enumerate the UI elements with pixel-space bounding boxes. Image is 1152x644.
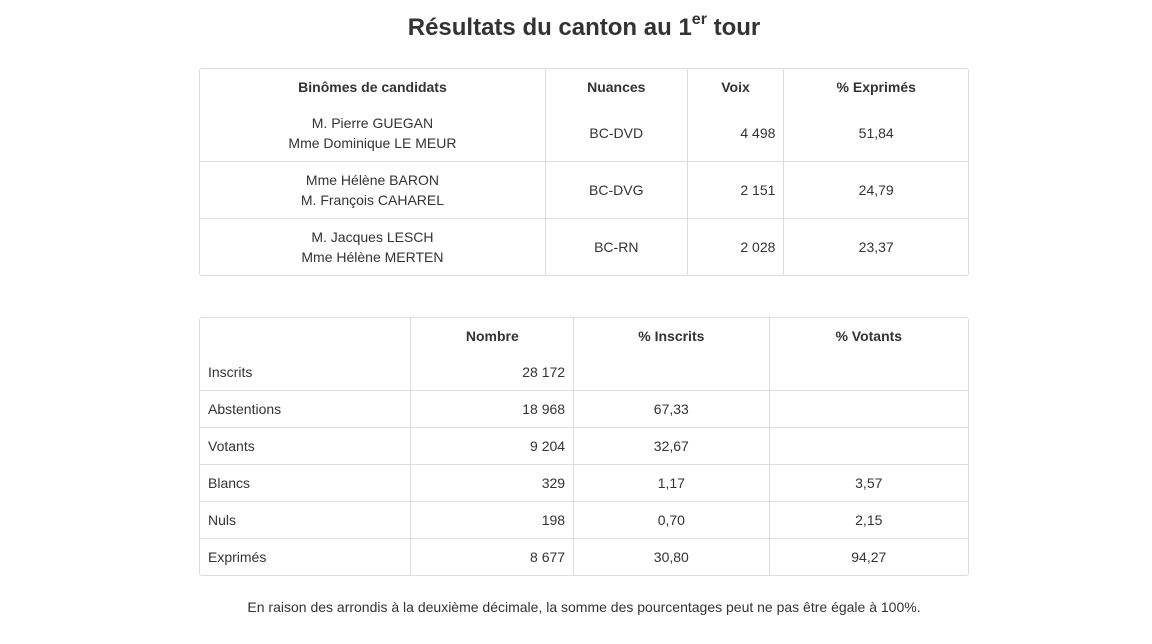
candidate-pair — [200, 105, 546, 162]
stats-label: Votants — [200, 428, 411, 465]
candidate-name: Mme Hélène MERTEN — [301, 249, 444, 265]
stats-row — [200, 391, 968, 428]
candidate-name: Mme Hélène BARON — [305, 172, 439, 188]
stats-row — [200, 428, 968, 465]
stats-label: Inscrits — [200, 354, 411, 391]
candidate-pct: 23,37 — [858, 239, 894, 255]
stats-pct-votants — [770, 428, 968, 465]
header-pct-inscrits: % Inscrits — [574, 318, 769, 354]
candidate-voix: 2 028 — [688, 219, 785, 275]
stats-pct-votants: 2,15 — [770, 502, 968, 539]
candidate-nuance: BC-DVD — [546, 105, 688, 162]
candidate-nuance: BC-DVG — [546, 162, 688, 219]
stats-nombre: 9 204 — [411, 428, 574, 465]
candidate-row — [200, 219, 968, 275]
header-voix: Voix — [688, 69, 785, 105]
stats-row — [200, 539, 968, 575]
candidate-pair — [200, 162, 546, 219]
stats-label: Abstentions — [200, 391, 411, 428]
candidate-name: Mme Dominique LE MEUR — [288, 135, 457, 151]
header-empty — [200, 318, 411, 354]
stats-pct-inscrits: 32,67 — [574, 428, 769, 465]
candidate-voix: 2 151 — [688, 162, 785, 219]
candidate-name: M. François CAHAREL — [300, 192, 445, 208]
title-superscript: er — [691, 11, 707, 28]
stats-label: Exprimés — [200, 539, 411, 575]
stats-pct-inscrits: 67,33 — [574, 391, 769, 428]
stats-row — [200, 465, 968, 502]
stats-table — [199, 317, 969, 576]
stats-label: Blancs — [200, 465, 411, 502]
stats-nombre: 28 172 — [411, 354, 574, 391]
stats-pct-inscrits: 0,70 — [574, 502, 769, 539]
stats-label: Nuls — [200, 502, 411, 539]
stats-pct-inscrits: 1,17 — [574, 465, 769, 502]
stats-pct-votants — [770, 391, 968, 428]
candidate-voix: 4 498 — [688, 105, 785, 162]
candidate-name: M. Pierre GUEGAN — [311, 115, 434, 131]
header-pct-exprimes: % Exprimés — [836, 79, 916, 95]
stats-header-row — [200, 318, 968, 354]
candidate-row — [200, 162, 968, 219]
header-binomes: Binômes de candidats — [200, 69, 546, 105]
candidate-pct: 51,84 — [784, 105, 968, 162]
stats-row — [200, 502, 968, 539]
stats-pct-votants: 94,27 — [851, 549, 887, 565]
stats-row — [200, 354, 968, 391]
candidates-header-row — [200, 69, 968, 105]
stats-nombre: 329 — [411, 465, 574, 502]
stats-nombre: 8 677 — [411, 539, 574, 575]
header-nuances: Nuances — [546, 69, 688, 105]
stats-nombre: 198 — [411, 502, 574, 539]
candidate-name: M. Jacques LESCH — [311, 229, 434, 245]
title-end: tour — [706, 14, 761, 41]
header-nombre: Nombre — [411, 318, 574, 354]
candidate-pair — [200, 219, 546, 275]
stats-pct-inscrits: 30,80 — [574, 539, 769, 575]
stats-nombre: 18 968 — [411, 391, 574, 428]
candidate-pct: 24,79 — [784, 162, 968, 219]
stats-pct-inscrits — [574, 354, 769, 391]
stats-pct-votants — [770, 354, 968, 391]
stats-pct-votants: 3,57 — [770, 465, 968, 502]
candidate-row — [200, 105, 968, 162]
title-text: Résultats du canton au 1 — [407, 14, 692, 41]
page-title — [0, 11, 1152, 45]
candidates-table — [199, 68, 969, 276]
header-pct-votants: % Votants — [835, 328, 903, 344]
rounding-note: En raison des arrondis à la deuxième décimale, la somme des pourcentages peut ne pas être égale à 100%. — [247, 599, 921, 615]
candidate-nuance: BC-RN — [546, 219, 688, 275]
